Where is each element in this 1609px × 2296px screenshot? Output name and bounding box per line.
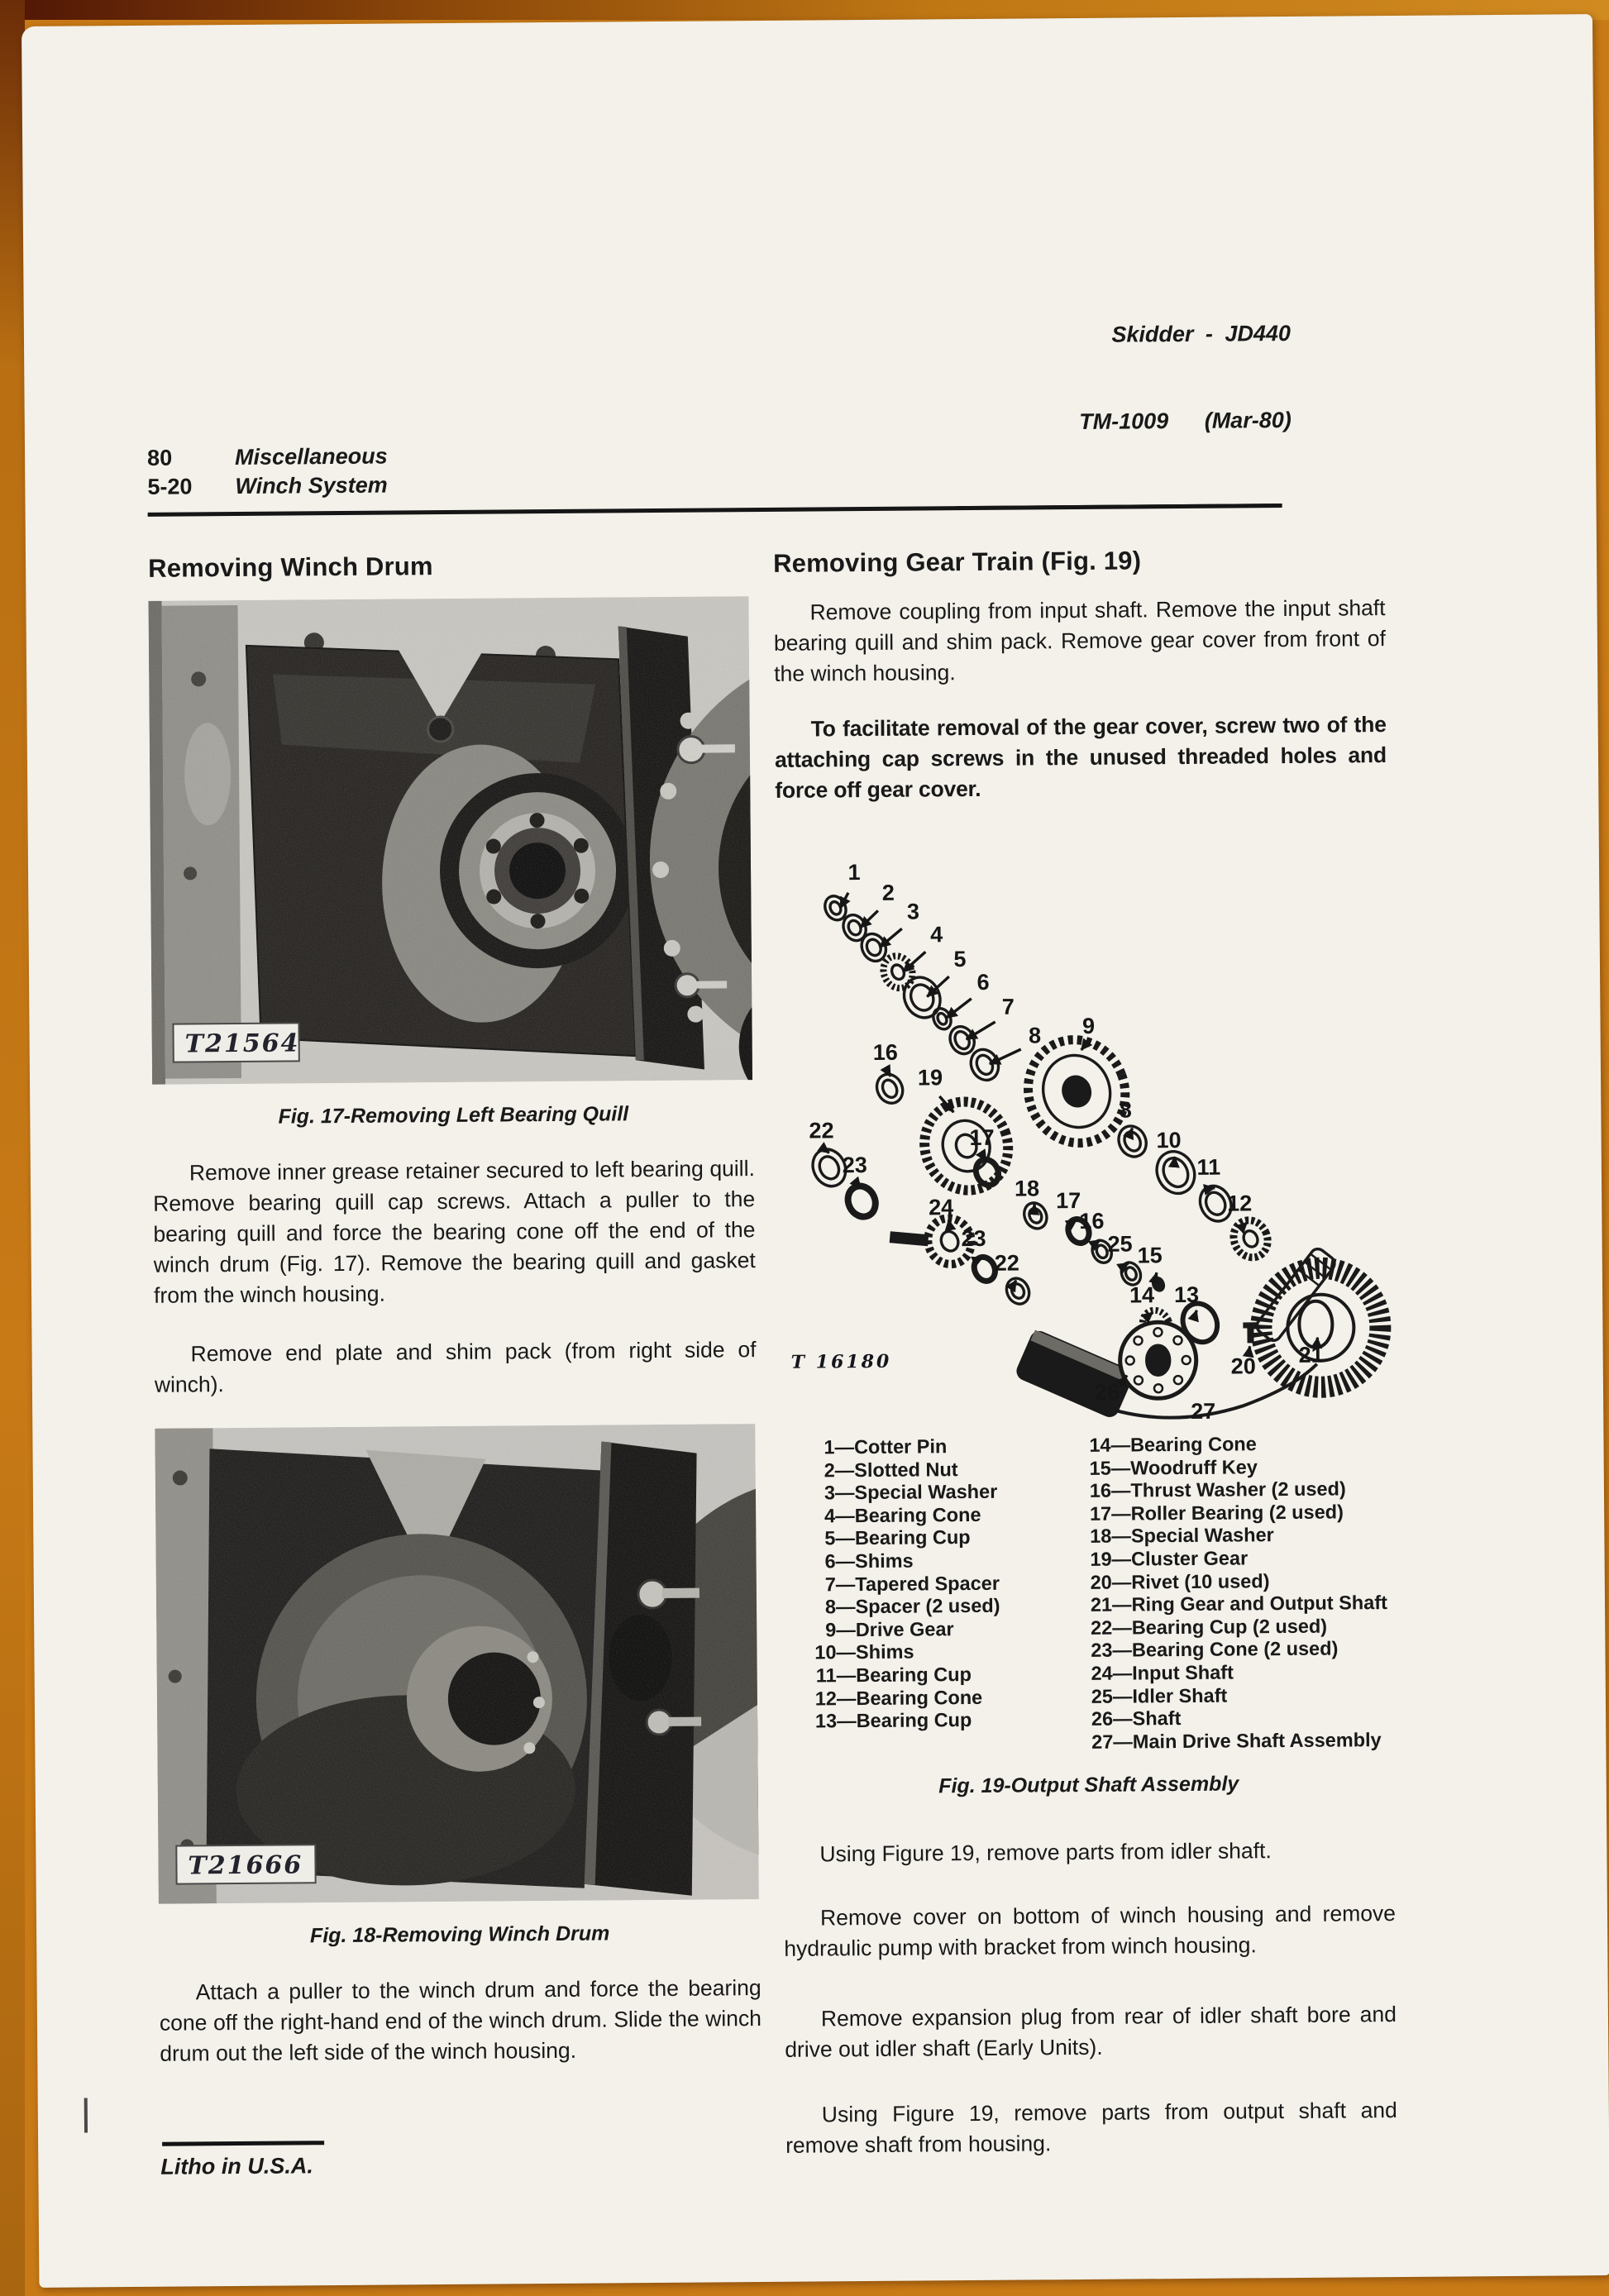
callout-arrow-22 <box>1015 1281 1016 1283</box>
figure-19-drawing <box>776 831 1392 1430</box>
part-item: 24—Input Shaft <box>1091 1661 1234 1684</box>
part-item: 21—Ring Gear and Output Shaft <box>1090 1592 1388 1616</box>
parts-legend <box>780 1432 1394 1756</box>
left-heading: Removing Winch Drum <box>148 551 433 583</box>
part-item: 5—Bearing Cup <box>824 1526 971 1549</box>
scan-background-left-edge <box>0 0 25 2296</box>
callout-number-18: 18 <box>1014 1176 1040 1201</box>
callout-arrow-12 <box>1246 1222 1248 1224</box>
part-item: 27—Main Drive Shaft Assembly <box>1091 1728 1382 1753</box>
callout-number-19: 19 <box>917 1065 943 1091</box>
parts-legend-left <box>798 1434 1077 1756</box>
callout-number-16: 16 <box>1079 1208 1105 1234</box>
callout-arrow-23 <box>859 1186 861 1188</box>
callout-arrow-9 <box>1081 1047 1084 1050</box>
part-item: 7—Tapered Spacer <box>824 1572 1000 1595</box>
callout-number-20: 20 <box>1230 1353 1256 1379</box>
fig18-photo-id: T21666 <box>188 1850 303 1881</box>
callout-arrow-22 <box>827 1151 829 1153</box>
callout-number-12: 12 <box>1227 1191 1253 1216</box>
callout-number-27: 27 <box>1191 1398 1216 1424</box>
fig17-photo <box>148 596 752 1085</box>
fig18-photo <box>155 1424 758 1904</box>
part-item: 20—Rivet (10 used) <box>1090 1569 1270 1593</box>
right-para-2-note: To facilitate removal of the gear cover, screw two of the attaching cap screws in the unused threaded holes and force off gear cover. <box>774 712 1387 803</box>
part-item: 22—Bearing Cup (2 used) <box>1091 1615 1328 1639</box>
figure-17 <box>148 596 754 1130</box>
part-item: 26—Shaft <box>1091 1707 1182 1730</box>
part-item: 14—Bearing Cone <box>1089 1433 1257 1456</box>
callout-number-8: 8 <box>1028 1023 1042 1048</box>
callout-number-7: 7 <box>1001 994 1015 1019</box>
callout-number-2: 2 <box>881 880 895 905</box>
right-para-3: Using Figure 19, remove parts from idler shaft. <box>819 1838 1272 1867</box>
callout-arrow-24 <box>948 1220 949 1226</box>
callout-number-26: 26 <box>1094 1379 1120 1405</box>
part-item: 3—Special Washer <box>824 1480 998 1504</box>
right-para-5: Remove expansion plug from rear of idler shaft bore and drive out idler shaft (Early Units). <box>785 2002 1397 2063</box>
callout-number-23: 23 <box>961 1225 986 1252</box>
right-para-1: Remove coupling from input shaft. Remove the input shaft bearing quill and shim pack. Remove gear cover from front of the winch housing. <box>773 595 1386 686</box>
fig17-photo-id-tag <box>173 1023 299 1062</box>
left-para-3: Attach a puller to the winch drum and force the bearing cone off the right-hand end of the winch drum. Slide the winch drum out the left side of the winch housing. <box>159 1975 762 2066</box>
drawing-id: T 16180 <box>790 1350 892 1373</box>
parts-legend-right <box>1074 1432 1394 1754</box>
section-title: Miscellaneous <box>234 443 388 470</box>
part-item: 11—Bearing Cup <box>815 1663 972 1687</box>
part-item: 23—Bearing Cone (2 used) <box>1091 1637 1339 1662</box>
part-item: 18—Special Washer <box>1090 1524 1274 1548</box>
callout-number-11: 11 <box>1196 1154 1221 1180</box>
part-item: 9—Drive Gear <box>825 1617 954 1641</box>
fig19-caption: Fig. 19-Output Shaft Assembly <box>938 1772 1239 1798</box>
callout-arrow-16 <box>889 1073 890 1076</box>
header-right <box>1078 261 1292 494</box>
part-item: 1—Cotter Pin <box>824 1435 948 1458</box>
fig18-caption: Fig. 18-Removing Winch Drum <box>309 1921 610 1948</box>
callout-number-24: 24 <box>929 1195 954 1220</box>
callout-number-8: 8 <box>1119 1097 1132 1123</box>
footer-rule <box>162 2141 324 2146</box>
fig18-photo-id-tag <box>176 1845 315 1883</box>
part-item: 2—Slotted Nut <box>824 1458 958 1482</box>
callout-number-10: 10 <box>1156 1128 1182 1153</box>
callout-number-25: 25 <box>1107 1231 1133 1257</box>
callout-arrow-25 <box>1127 1263 1129 1264</box>
callout-number-17: 17 <box>1056 1187 1081 1214</box>
manual-page <box>21 14 1609 2288</box>
callout-number-22: 22 <box>994 1250 1019 1276</box>
subsection-title: Winch System <box>235 472 388 499</box>
callout-arrow-8 <box>1131 1128 1132 1130</box>
callout-arrow-17 <box>985 1159 986 1161</box>
part-item: 17—Roller Bearing (2 used) <box>1089 1501 1344 1525</box>
callout-number-17: 17 <box>969 1124 995 1151</box>
callout-number-4: 4 <box>930 922 943 948</box>
callout-number-16: 16 <box>872 1039 898 1065</box>
right-heading: Removing Gear Train (Fig. 19) <box>772 546 1142 578</box>
right-para-4: Remove cover on bottom of winch housing and remove hydraulic pump with bracket from winch housing. <box>784 1901 1397 1962</box>
callout-number-6: 6 <box>976 969 990 995</box>
page-code: 5-20 <box>147 474 193 499</box>
callout-arrow-14 <box>1151 1312 1153 1314</box>
left-para-2: Remove end plate and shim pack (from right side of winch). <box>154 1337 757 1397</box>
callout-arrow-16 <box>1099 1240 1101 1241</box>
callout-number-13: 13 <box>1173 1282 1200 1308</box>
callout-number-23: 23 <box>842 1153 867 1178</box>
callout-number-3: 3 <box>906 899 920 924</box>
part-item: 8—Spacer (2 used) <box>824 1594 1000 1618</box>
part-item: 19—Cluster Gear <box>1090 1547 1249 1570</box>
callout-number-5: 5 <box>953 947 967 972</box>
exploded-parts <box>804 888 1381 1420</box>
right-para-6: Using Figure 19, remove parts from output shaft and remove shaft from housing. <box>785 2098 1397 2159</box>
fig17-caption: Fig. 17-Removing Left Bearing Quill <box>278 1102 629 1129</box>
callout-number-21: 21 <box>1298 1342 1324 1368</box>
part-item: 12—Bearing Cone <box>814 1686 983 1710</box>
right-column <box>773 532 1398 2175</box>
callout-number-14: 14 <box>1129 1282 1155 1308</box>
model-title: Skidder - JD440 <box>1111 320 1291 347</box>
part-item: 16—Thrust Washer (2 used) <box>1089 1477 1346 1502</box>
part-item: 4—Bearing Cone <box>824 1503 981 1527</box>
figure-18 <box>155 1424 761 1950</box>
part-item: 25—Idler Shaft <box>1091 1684 1228 1707</box>
callout-number-9: 9 <box>1081 1013 1096 1038</box>
scan-margin-mark <box>84 2098 88 2132</box>
callout-arrow-15 <box>1156 1272 1157 1276</box>
page-number: 80 <box>146 445 173 470</box>
callout-number-22: 22 <box>809 1118 834 1143</box>
fig17-photo-id: T21564 <box>184 1029 300 1059</box>
callout-number-15: 15 <box>1137 1243 1163 1268</box>
left-para-1: Remove inner grease retainer secured to left bearing quill. Remove bearing quill cap screws. Attach a puller to the bearing quill and force the bearing cone off the end of the winch drum (Fig. 17). Remove the bearing quill and gasket from the winch housing. <box>153 1156 756 1308</box>
part-item: 10—Shims <box>814 1640 914 1664</box>
litho-note: Litho in U.S.A. <box>160 2153 313 2179</box>
page-header <box>21 14 1596 503</box>
part-item: 6—Shims <box>824 1549 914 1573</box>
part-item: 13—Bearing Cup <box>814 1709 972 1732</box>
part-item: 15—Woodruff Key <box>1089 1455 1258 1479</box>
callout-arrow-6 <box>946 999 972 1018</box>
callout-number-1: 1 <box>847 860 861 885</box>
header-left <box>147 442 388 502</box>
left-column <box>148 537 763 2180</box>
manual-number: TM-1009 (Mar-80) <box>1079 407 1291 434</box>
page-columns <box>26 505 1609 2181</box>
